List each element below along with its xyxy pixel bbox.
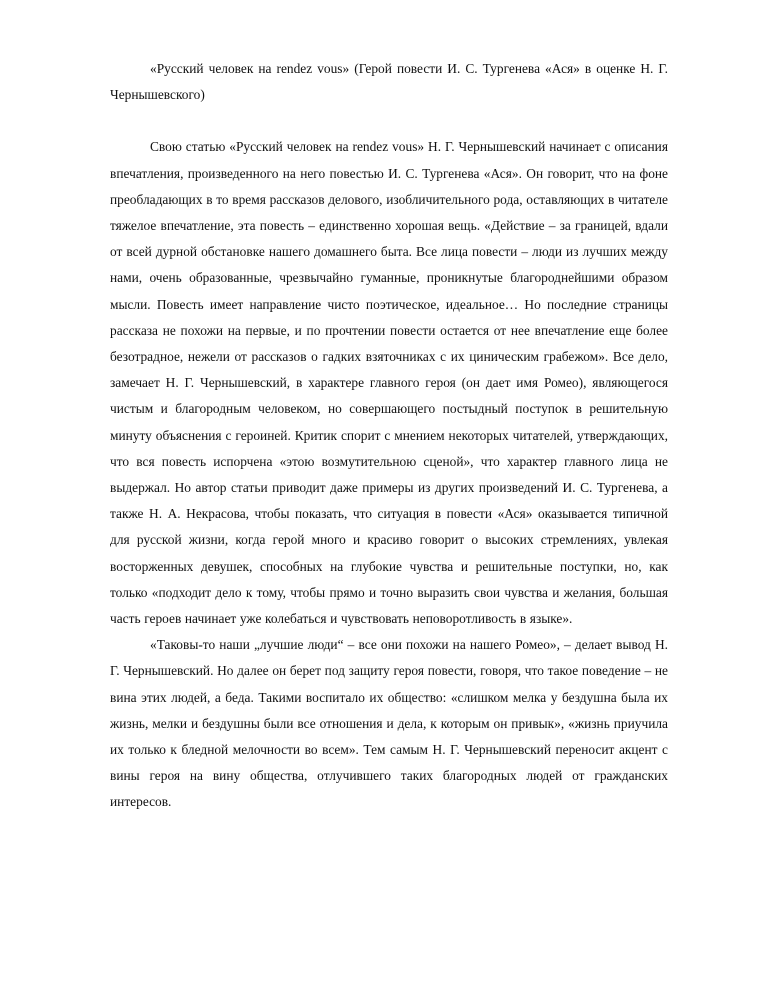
body-paragraph-1: Свою статью «Русский человек на rendez vous» Н. Г. Чернышевский начинает с описания впечатления, произведенного на него повестью И. С. Тургенева «Ася». Он говорит, что на фоне преобладающих в то время рассказов делового, изобличительного рода, оставляющих в читателе тяжелое впечатление, эта повесть – единственно хорошая вещь. «Действие – за границей, вдали от всей дурной обстановке нашего домашнего быта. Все лица повести – люди из лучших между нами, очень образованные, чрезвычайно гуманные, проникнутые благороднейшими образом мысли. Повесть имеет направление чисто поэтическое, идеальное… Но последние страницы рассказа не похожи на первые, и по прочтении повести остается от нее впечатление еще более безотрадное, нежели от рассказов о гадких взяточниках с их циническим грабежом». Все дело, замечает Н. Г. Чернышевский, в характере главного героя (он дает имя Ромео), являющегося чистым и благородным человеком, но совершающего постыдный поступок в решительную минуту объяснения с героиней. Критик спорит с мнением некоторых читателей, утверждающих, что вся повесть испорчена «этою возмутительною сценой», что характер главного лица не выдержал. Но автор статьи приводит даже примеры из других произведений И. С. Тургенева, а также Н. А. Некрасова, чтобы показать, что ситуация в повести «Ася» оказывается типичной для русской жизни, когда герой много и красиво говорит о высоких стремлениях, увлекая восторженных девушек, способных на глубокие чувства и решительные поступки, но, как только «подходит дело к тому, чтобы прямо и точно выразить свои чувства и желания, большая часть героев начинает уже колебаться и чувствовать неповоротливость в языке». [110,139,668,627]
document-title: «Русский человек на rendez vous» (Герой повести И. С. Тургенева «Ася» в оценке Н. Г. Чернышевского) [110,61,668,103]
body-paragraph-2: «Таковы-то наши „лучшие люди“ – все они похожи на нашего Ромео», – делает вывод Н. Г. Чернышевский. Но далее он берет под защиту героя повести, говоря, что такое поведение – не вина этих людей, а беда. Такими воспитало их общество: «слишком мелка у бездушна была их жизнь, мелки и бездушны были все отношения и дела, к которым он привык», «жизнь приучила их только к бледной мелочности во всем». Тем самым Н. Г. Чернышевский переносит акцент с вины героя на вину общества, отлучившего таких благородных людей от гражданских интересов. [110,637,668,810]
title-body-spacer [110,108,668,134]
document-content [110,56,668,816]
